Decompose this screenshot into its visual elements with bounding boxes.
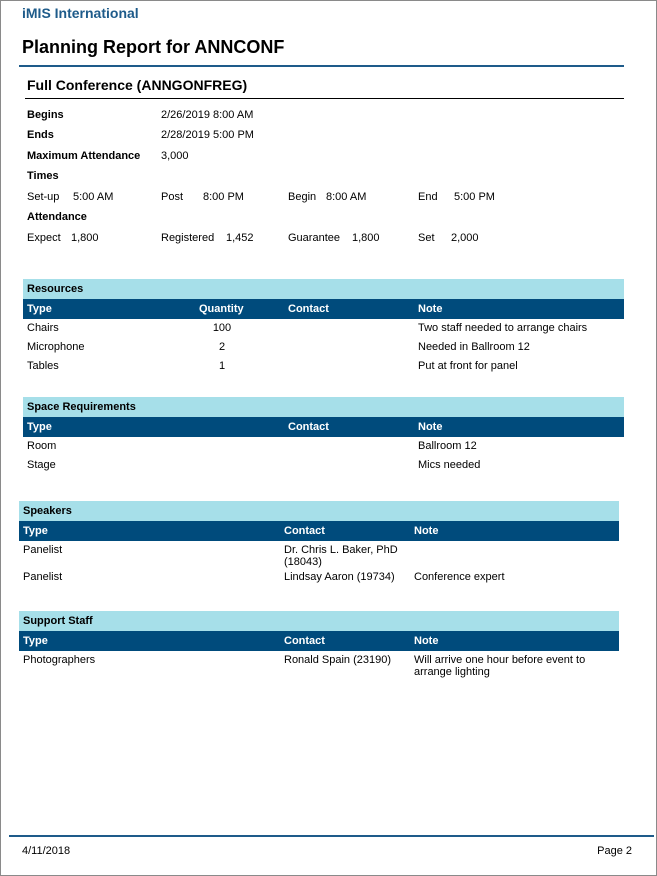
col-type: Type: [23, 525, 48, 537]
cell-quantity: 100: [212, 322, 232, 334]
att-guarantee-label: Guarantee: [288, 232, 340, 244]
resources-title: Resources: [23, 279, 624, 299]
begins-value: 2/26/2019 8:00 AM: [161, 109, 254, 121]
cell-type: Stage: [27, 459, 56, 471]
resources-section: [23, 279, 624, 376]
header-divider: [19, 65, 624, 67]
cell-note: Mics needed: [418, 459, 481, 471]
cell-quantity: 2: [218, 341, 226, 353]
col-contact: Contact: [288, 303, 329, 315]
resources-header-row: [23, 299, 624, 319]
time-begin-label: Begin: [288, 191, 317, 203]
table-row: [23, 319, 624, 338]
attendance-label: Attendance: [27, 211, 87, 223]
space-section: [23, 397, 624, 475]
begins-label: Begins: [27, 109, 64, 121]
footer-page-number: Page 2: [597, 845, 632, 857]
col-note: Note: [418, 303, 443, 315]
col-contact: Contact: [288, 421, 329, 433]
speakers-title: Speakers: [19, 501, 619, 521]
cell-contact: Lindsay Aaron (19734): [284, 571, 395, 583]
time-begin-value: 8:00 AM: [326, 191, 367, 203]
page-title: Planning Report for ANNCONF: [22, 37, 285, 57]
cell-contact: Ronald Spain (23190): [284, 654, 392, 666]
support-title: Support Staff: [19, 611, 619, 631]
time-setup-label: Set-up: [27, 191, 60, 203]
cell-note: Put at front for panel: [418, 360, 518, 372]
table-row: [23, 357, 624, 376]
table-row: [23, 437, 624, 456]
cell-type: Microphone: [27, 341, 85, 353]
ends-label: Ends: [27, 129, 54, 141]
footer-date: 4/11/2018: [22, 845, 71, 857]
cell-note: Two staff needed to arrange chairs: [418, 322, 588, 334]
cell-contact-cont: (18043): [284, 556, 322, 568]
att-expect-label: Expect: [27, 232, 61, 244]
speakers-section: [19, 501, 619, 590]
att-registered-value: 1,452: [226, 232, 254, 244]
col-type: Type: [27, 303, 52, 315]
support-header-row: [19, 631, 619, 651]
time-end-label: End: [418, 191, 438, 203]
col-type: Type: [27, 421, 52, 433]
space-header-row: [23, 417, 624, 437]
att-set-value: 2,000: [451, 232, 479, 244]
time-setup-value: 5:00 AM: [73, 191, 114, 203]
col-contact: Contact: [284, 525, 325, 537]
col-type: Type: [23, 635, 48, 647]
col-contact: Contact: [284, 635, 325, 647]
support-section: [19, 611, 619, 681]
event-title: Full Conference (ANNGONFREG): [27, 77, 248, 93]
times-label: Times: [27, 170, 59, 182]
table-row: [23, 456, 624, 475]
cell-type: Panelist: [23, 544, 63, 556]
event-divider: [25, 98, 624, 99]
speakers-header-row: [19, 521, 619, 541]
table-row: [19, 651, 619, 681]
col-note: Note: [414, 635, 439, 647]
col-quantity: Quantity: [199, 303, 244, 315]
att-guarantee-value: 1,800: [352, 232, 380, 244]
time-end-value: 5:00 PM: [454, 191, 495, 203]
cell-type: Panelist: [23, 571, 63, 583]
table-row: [19, 541, 619, 571]
col-note: Note: [414, 525, 439, 537]
col-note: Note: [418, 421, 443, 433]
max-attendance-value: 3,000: [161, 150, 189, 162]
cell-note: Ballroom 12: [418, 440, 477, 452]
ends-value: 2/28/2019 5:00 PM: [161, 129, 254, 141]
table-row: [23, 338, 624, 357]
cell-note-cont: arrange lighting: [414, 666, 490, 678]
table-row: [19, 571, 619, 590]
cell-note: Will arrive one hour before event to: [414, 654, 586, 666]
cell-type: Chairs: [27, 322, 59, 334]
cell-type: Room: [27, 440, 57, 452]
cell-note: Conference expert: [414, 571, 505, 583]
att-registered-label: Registered: [161, 232, 215, 244]
cell-quantity: 1: [218, 360, 226, 372]
time-post-value: 8:00 PM: [203, 191, 244, 203]
space-title: Space Requirements: [23, 397, 624, 417]
footer-divider: [9, 835, 654, 837]
max-attendance-label: Maximum Attendance: [27, 150, 141, 162]
cell-type: Tables: [27, 360, 59, 372]
cell-type: Photographers: [23, 654, 96, 666]
org-name: iMIS International: [22, 5, 139, 21]
cell-contact: Dr. Chris L. Baker, PhD: [284, 544, 398, 556]
time-post-label: Post: [161, 191, 184, 203]
att-expect-value: 1,800: [71, 232, 99, 244]
cell-note: Needed in Ballroom 12: [418, 341, 530, 353]
att-set-label: Set: [418, 232, 435, 244]
